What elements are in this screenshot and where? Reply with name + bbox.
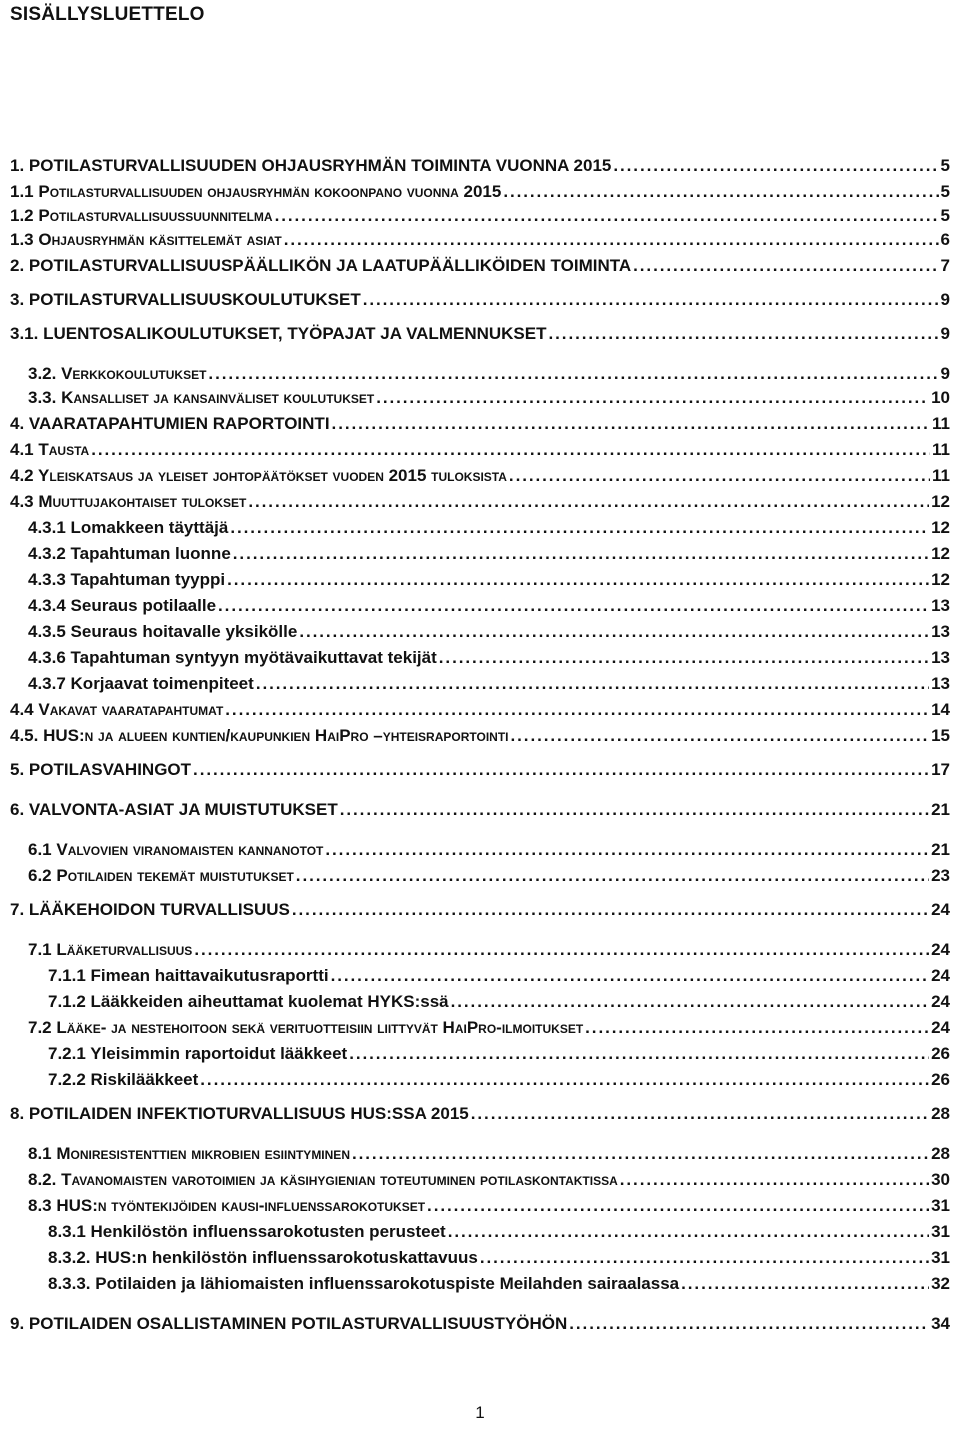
- dot-leader: [376, 388, 929, 408]
- toc-entry-page: 14: [931, 700, 950, 719]
- toc-entry-title: 8.3 HUS:n työntekijöiden kausi-influenssarokotukset: [28, 1196, 426, 1215]
- toc-entry-page: 31: [931, 1196, 950, 1215]
- toc-entry[interactable]: [0, 1100, 960, 1124]
- toc-entry[interactable]: [0, 1310, 960, 1334]
- toc-entry-page: 11: [932, 414, 950, 433]
- toc-entry-title: 8.3.2. HUS:n henkilöstön influenssarokotuskattavuus: [48, 1248, 478, 1267]
- toc-entry-page: 24: [931, 900, 950, 919]
- toc-entry-page: 24: [931, 940, 950, 959]
- toc-entry-title: 7.2.2 Riskilääkkeet: [48, 1070, 199, 1089]
- dot-leader: [248, 492, 929, 512]
- toc-entry-title: 1.1 Potilasturvallisuuden ohjausryhmän kokoonpano vuonna 2015: [10, 182, 502, 201]
- dot-leader: [331, 966, 929, 986]
- toc-entry-title: 7.2 Lääke- ja nestehoitoon sekä verituotteisiin liittyvät HaiPro-ilmoitukset: [28, 1018, 584, 1037]
- toc-entry-page: 13: [931, 622, 950, 641]
- dot-leader: [549, 324, 939, 344]
- dot-leader: [225, 700, 929, 720]
- toc-entry-page: 24: [931, 992, 950, 1011]
- toc-entry[interactable]: [0, 936, 960, 960]
- dot-leader: [509, 466, 930, 486]
- dot-leader: [91, 440, 930, 460]
- toc-entry[interactable]: [0, 670, 960, 694]
- toc-entry-page: 6: [940, 230, 950, 249]
- toc-entry-title: 4.5. HUS:n ja alueen kuntien/kaupunkien HaiPro –yhteisraportointi: [10, 726, 509, 745]
- toc-entry-title: 3.3. Kansalliset ja kansainväliset koulutukset: [28, 388, 375, 407]
- dot-leader: [569, 1314, 929, 1334]
- toc-entry[interactable]: [0, 722, 960, 746]
- dot-leader: [227, 570, 929, 590]
- dot-leader: [511, 726, 930, 746]
- dot-leader: [585, 1018, 929, 1038]
- toc-entry-title: 6.1 Valvovien viranomaisten kannanotot: [28, 840, 324, 859]
- dot-leader: [451, 992, 929, 1012]
- toc-entry-page: 12: [931, 492, 950, 511]
- toc-entry-page: 11: [932, 466, 950, 485]
- toc-entry-page: 26: [931, 1044, 950, 1063]
- dot-leader: [218, 596, 929, 616]
- toc-entry-title: 7.1.1 Fimean haittavaikutusraportti: [48, 966, 329, 985]
- dot-leader: [208, 364, 938, 384]
- dot-leader: [620, 1170, 929, 1190]
- toc-entry[interactable]: [0, 286, 960, 310]
- dot-leader: [503, 182, 938, 202]
- toc-entry[interactable]: [0, 1192, 960, 1216]
- toc-entry-title: 4.2 Yleiskatsaus ja yleiset johtopäätökset vuoden 2015 tuloksista: [10, 466, 507, 485]
- toc-entry[interactable]: [0, 320, 960, 344]
- toc-entry-page: 9: [940, 364, 950, 383]
- toc-entry-page: 7: [940, 256, 950, 275]
- toc-entry-title: 3. POTILASTURVALLISUUSKOULUTUKSET: [10, 290, 361, 309]
- dot-leader: [332, 414, 930, 434]
- toc-entry[interactable]: [0, 836, 960, 860]
- toc-entry[interactable]: [0, 252, 960, 276]
- toc-entry[interactable]: [0, 1014, 960, 1038]
- toc-entry-title: 8.2. Tavanomaisten varotoimien ja käsihygienian toteutuminen potilaskontaktissa: [28, 1170, 618, 1189]
- toc-entry-title: 8.3.3. Potilaiden ja lähiomaisten influenssarokotuspiste Meilahden sairaalassa: [48, 1274, 680, 1293]
- dot-leader: [633, 256, 938, 276]
- dot-leader: [427, 1196, 929, 1216]
- toc-entry[interactable]: [0, 988, 960, 1012]
- toc-entry-page: 13: [931, 674, 950, 693]
- toc-entry-title: 7. LÄÄKEHOIDON TURVALLISUUS: [10, 900, 290, 919]
- toc-entry-title: 5. POTILASVAHINGOT: [10, 760, 192, 779]
- dot-leader: [325, 840, 929, 860]
- toc-entry-page: 5: [940, 156, 950, 175]
- toc-entry-title: 4.3.5 Seuraus hoitavalle yksikölle: [28, 622, 298, 641]
- dot-leader: [292, 900, 929, 920]
- toc-entry[interactable]: [0, 1270, 960, 1294]
- toc-entry-page: 34: [931, 1314, 950, 1333]
- toc-entry-title: 3.1. LUENTOSALIKOULUTUKSET, TYÖPAJAT JA VALMENNUKSET: [10, 324, 547, 343]
- toc-entry[interactable]: [0, 1140, 960, 1164]
- toc-entry-page: 28: [931, 1104, 950, 1123]
- dot-leader: [200, 1070, 929, 1090]
- toc-entry-page: 9: [940, 290, 950, 309]
- toc-entry-title: 4.1 Tausta: [10, 440, 90, 459]
- toc-entry-page: 9: [940, 324, 950, 343]
- dot-leader: [681, 1274, 929, 1294]
- dot-leader: [363, 290, 939, 310]
- toc-entry[interactable]: [0, 1040, 960, 1064]
- toc-entry[interactable]: [0, 462, 960, 486]
- toc-entry[interactable]: [0, 696, 960, 720]
- toc-entry-title: 1.2 Potilasturvallisuussuunnitelma: [10, 206, 273, 225]
- dot-leader: [194, 940, 929, 960]
- toc-entry[interactable]: [0, 360, 960, 384]
- toc-entry-title: 8.1 Moniresistenttien mikrobien esiintyminen: [28, 1144, 350, 1163]
- toc-entry[interactable]: [0, 862, 960, 886]
- toc-entry-page: 31: [931, 1248, 950, 1267]
- dot-leader: [471, 1104, 929, 1124]
- toc-entry[interactable]: [0, 756, 960, 780]
- toc-entry-title: 7.1 Lääketurvallisuus: [28, 940, 193, 959]
- dot-leader: [296, 866, 929, 886]
- toc-entry-title: 4.4 Vakavat vaaratapahtumat: [10, 700, 224, 719]
- toc-entry-page: 24: [931, 966, 950, 985]
- toc-entry[interactable]: [0, 540, 960, 564]
- dot-leader: [284, 230, 939, 250]
- toc-entry[interactable]: [0, 436, 960, 460]
- toc-entry-title: 8. POTILAIDEN INFEKTIOTURVALLISUUS HUS:SSA 2015: [10, 1104, 469, 1123]
- toc-entry-title: 4.3.1 Lomakkeen täyttäjä: [28, 518, 229, 537]
- toc-entry[interactable]: [0, 178, 960, 202]
- toc-entry-page: 31: [931, 1222, 950, 1241]
- toc-entry-page: 12: [931, 570, 950, 589]
- dot-leader: [480, 1248, 929, 1268]
- toc-entry[interactable]: [0, 962, 960, 986]
- toc-entry-page: 13: [931, 596, 950, 615]
- toc-entry[interactable]: [0, 488, 960, 512]
- toc-entry-title: 4.3.3 Tapahtuman tyyppi: [28, 570, 226, 589]
- toc-entry-page: 5: [940, 206, 950, 225]
- dot-leader: [256, 674, 929, 694]
- toc-entry-page: 5: [940, 182, 950, 201]
- dot-leader: [613, 156, 938, 176]
- toc-entry[interactable]: [0, 226, 960, 250]
- toc-entry-page: 12: [931, 544, 950, 563]
- toc-entry-title: 4.3.4 Seuraus potilaalle: [28, 596, 217, 615]
- toc-entry-page: 10: [931, 388, 950, 407]
- toc-entry-title: 4.3 Muuttujakohtaiset tulokset: [10, 492, 247, 511]
- toc-entry[interactable]: [0, 896, 960, 920]
- dot-leader: [448, 1222, 929, 1242]
- toc-entry-page: 12: [931, 518, 950, 537]
- toc-entry[interactable]: [0, 514, 960, 538]
- toc-entry-page: 28: [931, 1144, 950, 1163]
- toc-entry-page: 21: [931, 840, 950, 859]
- toc-entry-title: 1. POTILASTURVALLISUUDEN OHJAUSRYHMÄN TOIMINTA VUONNA 2015: [10, 156, 612, 175]
- toc-entry-title: 8.3.1 Henkilöstön influenssarokotusten perusteet: [48, 1222, 446, 1241]
- toc-entry-page: 21: [931, 800, 950, 819]
- toc-entry[interactable]: [0, 152, 960, 176]
- toc-entry-title: 4.3.2 Tapahtuman luonne: [28, 544, 231, 563]
- toc-entry[interactable]: [0, 796, 960, 820]
- toc-entry-title: 4.3.7 Korjaavat toimenpiteet: [28, 674, 254, 693]
- toc-entry[interactable]: [0, 566, 960, 590]
- toc-entry-title: 4.3.6 Tapahtuman syntyyn myötävaikuttavat tekijät: [28, 648, 437, 667]
- toc-entry-title: 7.1.2 Lääkkeiden aiheuttamat kuolemat HYKS:ssä: [48, 992, 449, 1011]
- dot-leader: [439, 648, 929, 668]
- toc-heading: SISÄLLYSLUETTELO: [10, 4, 205, 25]
- toc-entry-title: 1.3 Ohjausryhmän käsittelemät asiat: [10, 230, 282, 249]
- dot-leader: [349, 1044, 929, 1064]
- dot-leader: [299, 622, 929, 642]
- toc-entry-page: 17: [931, 760, 950, 779]
- toc-entry-title: 7.2.1 Yleisimmin raportoidut lääkkeet: [48, 1044, 348, 1063]
- toc-entry-page: 26: [931, 1070, 950, 1089]
- toc-entry[interactable]: [0, 1244, 960, 1268]
- toc-entry[interactable]: [0, 1166, 960, 1190]
- toc-entry-title: 3.2. Verkkokoulutukset: [28, 364, 207, 383]
- dot-leader: [352, 1144, 929, 1164]
- dot-leader: [193, 760, 929, 780]
- toc-entry[interactable]: [0, 592, 960, 616]
- dot-leader: [275, 206, 939, 226]
- toc-entry[interactable]: [0, 384, 960, 408]
- toc-entry-page: 24: [931, 1018, 950, 1037]
- toc-entry-page: 23: [931, 866, 950, 885]
- toc-entry-title: 2. POTILASTURVALLISUUSPÄÄLLIKÖN JA LAATUPÄÄLLIKÖIDEN TOIMINTA: [10, 256, 632, 275]
- dot-leader: [230, 518, 929, 538]
- page-number: 1: [475, 1403, 485, 1422]
- toc-entry-title: 4. VAARATAPAHTUMIEN RAPORTOINTI: [10, 414, 330, 433]
- dot-leader: [340, 800, 929, 820]
- toc-entry[interactable]: [0, 618, 960, 642]
- toc-entry[interactable]: [0, 1218, 960, 1242]
- toc-entry-page: 32: [931, 1274, 950, 1293]
- toc-entry-title: 6.2 Potilaiden tekemät muistutukset: [28, 866, 294, 885]
- toc-entry-page: 11: [932, 440, 950, 459]
- dot-leader: [233, 544, 929, 564]
- toc-entry-page: 30: [931, 1170, 950, 1189]
- toc-entry-page: 13: [931, 648, 950, 667]
- toc-entry[interactable]: [0, 410, 960, 434]
- toc-entry[interactable]: [0, 202, 960, 226]
- toc-entry[interactable]: [0, 1066, 960, 1090]
- toc-entry-title: 6. VALVONTA-ASIAT JA MUISTUTUKSET: [10, 800, 338, 819]
- toc-entry-page: 15: [931, 726, 950, 745]
- toc-entry[interactable]: [0, 644, 960, 668]
- toc-entry-title: 9. POTILAIDEN OSALLISTAMINEN POTILASTURVALLISUUSTYÖHÖN: [10, 1314, 568, 1333]
